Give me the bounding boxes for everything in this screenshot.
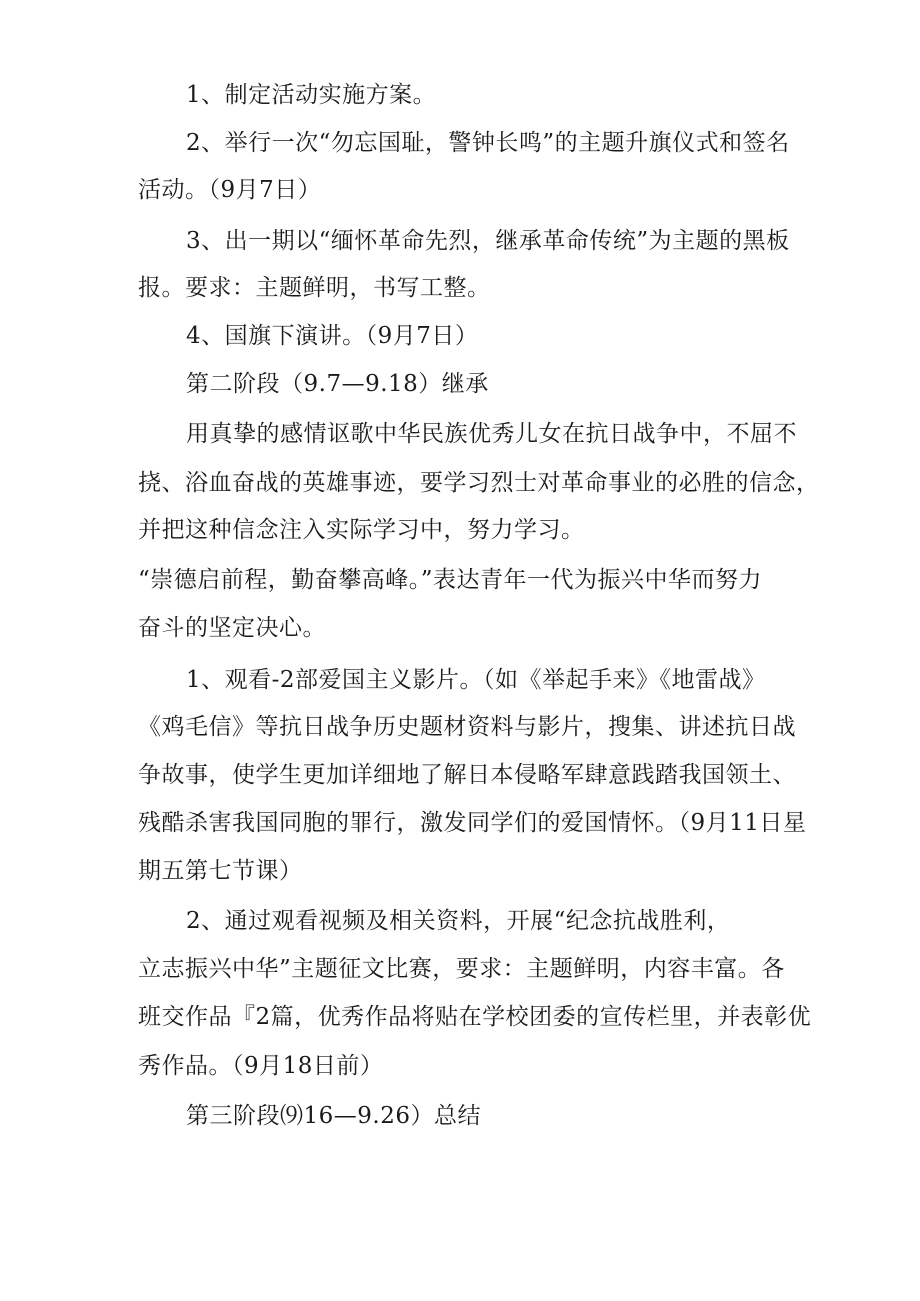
text-line: 残酷杀害我国同胞的罪行，激发同学们的爱国情怀。（9月11日星: [138, 810, 807, 836]
text-line: 秀作品。（9月18日前）: [138, 1053, 384, 1079]
text-line: 1、观看-2部爱国主义影片。（如《举起手来》《地雷战》: [186, 667, 766, 693]
text-line: 立志振兴中华”主题征文比赛，要求：主题鲜明，内容丰富。各: [138, 956, 785, 982]
text-line: 争故事，使学生更加详细地了解日本侵略军肆意践踏我国领土、: [138, 762, 796, 788]
text-line: 2、举行一次“勿忘国耻，警钟长鸣”的主题升旗仪式和签名: [186, 130, 790, 156]
text-line: 第三阶段⑼16—9.26）总结: [186, 1103, 481, 1129]
text-line: 并把这种信念注入实际学习中，努力学习。: [138, 517, 585, 543]
text-line: 2、通过观看视频及相关资料，开展“纪念抗战胜利，: [186, 908, 731, 934]
text-line: 班交作品『2篇，优秀作品将贴在学校团委的宣传栏里，并表彰优: [138, 1004, 812, 1030]
text-line: 挠、浴血奋战的英雄事迹，要学习烈士对革命事业的必胜的信念，: [138, 470, 820, 496]
text-line: 奋斗的坚定决心。: [138, 615, 326, 641]
text-line: 报。要求：主题鲜明，书写工整。: [138, 275, 491, 301]
text-line: 用真挚的感情讴歌中华民族优秀儿女在抗日战争中，不屈不: [186, 421, 797, 447]
text-line: 第二阶段（9.7—9.18）继承: [186, 371, 489, 397]
text-line: 活动。（9月7日）: [138, 177, 322, 203]
text-line: 《鸡毛信》等抗日战争历史题材资料与影片，搜集、讲述抗日战: [138, 714, 796, 740]
text-line: 3、出一期以“缅怀革命先烈，继承革命传统”为主题的黑板: [186, 228, 790, 254]
text-line: 4、国旗下演讲。（9月7日）: [186, 323, 479, 349]
text-line: 1、制定活动实施方案。: [186, 82, 437, 108]
text-line: “崇德启前程，勤奋攀高峰。”表达青年一代为振兴中华而努力: [138, 567, 763, 593]
text-line: 期五第七节课）: [138, 858, 303, 884]
